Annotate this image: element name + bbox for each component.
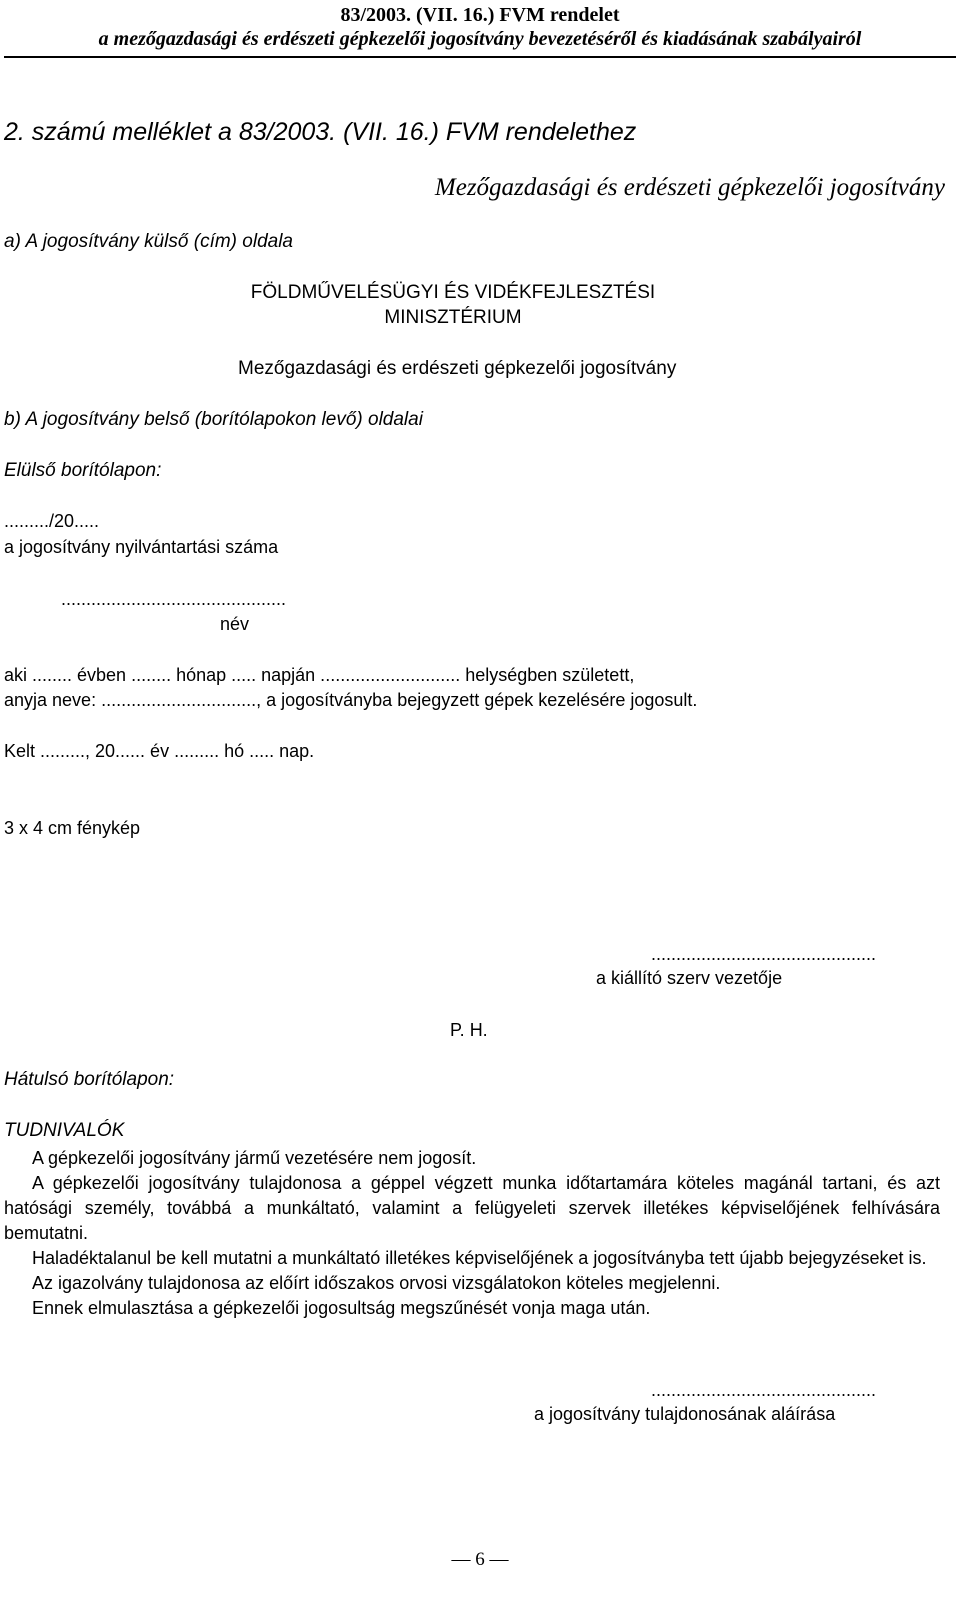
mother-name-line: anyja neve: ..............................., a jogosítványba bejegyzett gépek kezelésére jogosult. [4, 690, 698, 710]
running-header-title: 83/2003. (VII. 16.) FVM rendelet [340, 4, 620, 26]
stamp-placeholder: P. H. [450, 1020, 488, 1040]
notes-heading: TUDNIVALÓK [4, 1120, 125, 1141]
document-title: Mezőgazdasági és erdészeti gépkezelői jogosítvány [434, 174, 945, 201]
issue-date-line: Kelt ........., 20...... év ......... hó ..... nap. [4, 741, 315, 761]
registration-number-caption: a jogosítvány nyilvántartási száma [4, 537, 279, 557]
header-rule [4, 56, 956, 58]
owner-signature-caption: a jogosítvány tulajdonosának aláírása [534, 1404, 836, 1424]
note-paragraph-2: A gépkezelői jogosítvány tulajdonosa a géppel végzett munka időtartamára köteles magánál tartani, és azt hatósági személy, továbbá a munkáltató, valamint a felügyeleti szervek illetékes képviselőjének felhívására bemutatni. [4, 1173, 940, 1243]
card-title: Mezőgazdasági és erdészeti gépkezelői jogosítvány [238, 358, 677, 379]
photo-placeholder-label: 3 x 4 cm fénykép [4, 818, 141, 838]
ministry-name-line2: MINISZTÉRIUM [384, 307, 522, 328]
name-blank: ............................................. [61, 589, 287, 609]
section-a-label: a) A jogosítvány külső (cím) oldala [4, 231, 293, 252]
registration-number-blank: ........./20..... [4, 511, 100, 531]
annex-heading: 2. számú melléklet a 83/2003. (VII. 16.) FVM rendelethez [4, 118, 637, 146]
name-caption: név [220, 614, 250, 634]
note-paragraph-3: Haladéktalanul be kell mutatni a munkáltató illetékes képviselőjének a jogosítványba tett újabb bejegyzéseket is. [32, 1248, 927, 1268]
back-cover-label: Hátulsó borítólapon: [4, 1069, 175, 1090]
notes-body [4, 1146, 940, 1321]
note-paragraph-5: Ennek elmulasztása a gépkezelői jogosultság megszűnését vonja maga után. [32, 1298, 651, 1318]
ministry-name-line1: FÖLDMŰVELÉSÜGYI ÉS VIDÉKFEJLESZTÉSI [250, 282, 656, 303]
note-paragraph-4: Az igazolvány tulajdonosa az előírt időszakos orvosi vizsgálatokon köteles megjelenni. [32, 1273, 721, 1293]
section-b-label: b) A jogosítvány belső (borítólapokon levő) oldalai [4, 409, 423, 430]
note-paragraph-1: A gépkezelői jogosítvány jármű vezetésére nem jogosít. [32, 1148, 477, 1168]
birth-details-line: aki ........ évben ........ hónap ..... napján ............................ helységben született, [4, 665, 635, 685]
owner-signature-blank: ............................................. [650, 1380, 876, 1400]
issuer-signature-blank: ............................................. [650, 944, 876, 964]
running-header-subtitle: a mezőgazdasági és erdészeti gépkezelői jogosítvány bevezetéséről és kiadásának szabályairól [98, 28, 862, 50]
front-cover-label: Elülső borítólapon: [4, 460, 162, 481]
page-number: — 6 — [451, 1549, 509, 1570]
issuer-signature-caption: a kiállító szerv vezetője [596, 968, 783, 988]
